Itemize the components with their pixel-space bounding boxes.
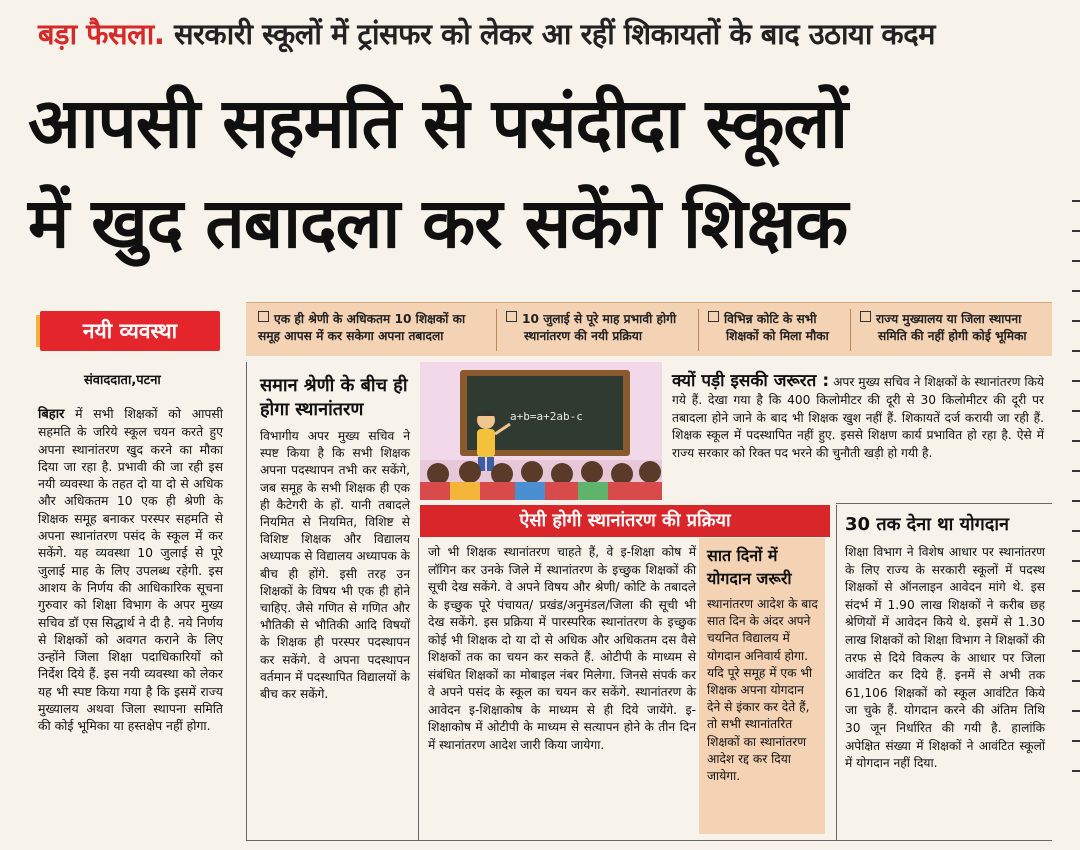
row-divider bbox=[836, 503, 1052, 504]
seven-days-box bbox=[699, 538, 825, 834]
need-section bbox=[672, 373, 1044, 463]
kicker-label: बड़ा फैसला. bbox=[38, 17, 165, 51]
process-text: जो भी शिक्षक स्थानांतरण चाहते हैं, वे इ-शिक्षा कोष में लॉगिन कर उनके जिले में स्थानांतरण के इच्छुक शिक्षकों की सूची देख सकेंगे. वे अपने विषय और श्रेणी/ कोटि के तबादले के इच्छुक पूरे पंचायत/ प्रखंड/अनुमंडल/जिला की सूची भी देख सकेंगे. इस प्रक्रिया में पारस्परिक स्थानांतरण के इच्छुक कोई भी शिक्षक दो या दो से अधिक और अधिकतम दस वैसे शिक्षकों तक का चयन कर सकते हैं. ओटीपी के माध्यम से संबंधित शिक्षकों का मोबाइल नंबर मिलेगा. जिनसे संपर्क कर वे अपने पसंद के स्कूल का चयन कर सकेंगे. स्थानांतरण के आवेदन इ-शिक्षाकोष के माध्यम से ही दिये जायेंगे. इ-शिक्षाकोष में ओटीपी के माध्यम से सत्यापन होने के तीन दिन में स्थानांतरण आदेश जारी किया जायेगा. bbox=[428, 545, 696, 752]
column-divider bbox=[246, 362, 247, 840]
classroom-graphic bbox=[420, 362, 662, 500]
classroom-illustration bbox=[420, 362, 662, 500]
need-title: क्यों पड़ी इसकी जरूरत : bbox=[672, 371, 830, 391]
byline: संवाददाता,पटना bbox=[84, 373, 161, 388]
same-category-text: विभागीय अपर मुख्य सचिव ने स्पष्ट किया है कि सभी शिक्षक अपना पदस्थापन तभी कर सकेंगे, जब समूह के सभी शिक्षक ही एक ही कैटेगरी के हों. यानी तबादले नियमित से नियमित, विशिष्ट से विशिष्ट शिक्षक और विद्यालय अध्यापक से विद्यालय अध्यापक के बीच ही होंगे. इसी तरह उन शिक्षकों के विषय भी एक ही होने चाहिए. जैसे गणित से गणित और भौतिकी से भौतिकी आदि विषयों के शिक्षक ही परस्पर पदस्थापन कर सकेंगे. वे अपना पदस्थापन वर्तमान में पदस्थापित विद्यालयों के बीच कर सकेंगे. bbox=[260, 429, 410, 702]
column-divider bbox=[418, 538, 419, 840]
highlight-text: समिति की नहीं होगी कोई भूमिका bbox=[878, 329, 1027, 343]
highlight-text: शिक्षकों को मिला मौका bbox=[726, 329, 829, 343]
highlights-strip bbox=[246, 302, 1052, 356]
checkbox-icon bbox=[506, 311, 517, 322]
highlight-item bbox=[258, 311, 498, 345]
kicker bbox=[38, 14, 935, 53]
need-text: अपर मुख्य सचिव ने शिक्षकों के स्थानांतरण किये गये हैं. देखा गया है कि 400 किलोमीटर की दूरी से 30 किलोमीटर की दूरी पर तबादला होने जाने के बाद भी शिक्षक खुश नहीं हैं. शिकायतें दर्ज करायी जा रही हैं. शिक्षक स्कूल में पदस्थापित नहीं हुए. इससे शिक्षण कार्य प्रभावित हो रहा है. ऐसे में राज्य सरकार को रिक्त पद भरने की चुनौती खड़ी हो गयी है. bbox=[672, 375, 1044, 461]
lead-article bbox=[38, 405, 223, 735]
same-category-title: समान श्रेणी के बीच ही होगा स्थानांतरण bbox=[260, 375, 408, 420]
lead-first-word: बिहार bbox=[38, 407, 65, 422]
kicker-text: सरकारी स्कूलों में ट्रांसफर को लेकर आ रहीं शिकायतों के बाद उठाया कदम bbox=[173, 17, 935, 51]
highlight-text: राज्य मुख्यालय या जिला स्थापना bbox=[876, 312, 1022, 326]
highlight-item bbox=[506, 311, 696, 345]
section-tag bbox=[40, 311, 220, 351]
headline-line-2: में खुद तबादला कर सकेंगे शिक्षक bbox=[28, 184, 848, 264]
highlight-text: समूह आपस में कर सकेगा अपना तबादला bbox=[258, 329, 444, 343]
seven-days-text: स्थानांतरण आदेश के बाद सात दिन के अंदर अपने चयनित विद्यालय में योगदान अनिवार्य होगा. यदि पूरे समूह में एक भी शिक्षक अपना योगदान देने से इंकार कर देते हैं, तो सभी स्थानांतरित शिक्षकों का स्थानांतरण आदेश रद्द कर दिया जायेगा. bbox=[707, 597, 818, 784]
lead-text: में सभी शिक्षकों को आपसी सहमति के जरिये स्कूल चयन करते हुए अपना स्थानांतरण खुद करने का मौका दिया जा रहा है. प्रभावी की जा रही इस नयी व्यवस्था के तहत दो या दो से अधिक और अधिकतम 10 एक ही श्रेणी के शिक्षक समूह बनाकर परस्पर सहमति से अपना स्थानांतरण पसंद के स्कूल में कर सकेंगे. यह व्यवस्था 10 जुलाई से पूरे जुलाई माह के लिए उपलब्ध रहेगी. इस आशय के निर्णय की आधिकारिक सूचना गुरुवार को शिक्षा विभाग के अपर मुख्य सचिव डॉ एस सिद्धार्थ ने दी है. नये निर्णय से शिक्षकों को अवगत कराने के लिए उन्होंने जिला शिक्षा पदाधिकारियों को निर्देश दिये हैं. इस नयी व्यवस्था को लेकर यह भी स्पष्ट किया गया है कि इसमें राज्य मुख्यालय अथवा जिला स्थापना समिति की कोई भूमिका या हस्तक्षेप नहीं होगा. bbox=[38, 406, 223, 734]
seven-days-title: सात दिनों में योगदान जरूरी bbox=[707, 546, 792, 588]
checkbox-icon bbox=[258, 311, 269, 322]
highlight-text: विभिन्न कोटि के सभी bbox=[724, 312, 817, 326]
join30-title: 30 तक देना था योगदान bbox=[845, 514, 1010, 535]
highlight-text: एक ही श्रेणी के अधिकतम 10 शिक्षकों का bbox=[274, 312, 466, 326]
join30-text: शिक्षा विभाग ने विशेष आधार पर स्थानांतरण के लिए राज्य के सरकारी स्कूलों में पदस्थ शिक्षकों से ऑनलाइन आवेदन मांगे थे. इस संदर्भ में 1.90 लाख शिक्षकों ने करीब छह श्रेणियों में आवेदन किये थे. इसमें से 1.30 लाख शिक्षकों को शिक्षा विभाग ने शिक्षकों की तरफ से दिये विकल्प के आधार पर जिला आवंटित कर दिये हैं. इनमें से अभी तक 61,106 शिक्षकों को स्कूल आवंटित किये जा चुके हैं. योगदान करने की अंतिम तिथि 30 जून निर्धारित की गयी है. हालांकि अपेक्षित संख्या में शिक्षकों ने आवंटित स्कूलों में योगदान नहीं दिया. bbox=[845, 545, 1045, 771]
headline-line-1: आपसी सहमति से पसंदीदा स्कूलों bbox=[28, 84, 848, 164]
highlight-text: 10 जुलाई से पूरे माह प्रभावी होगी bbox=[522, 312, 677, 326]
process-title: ऐसी होगी स्थानांतरण की प्रक्रिया bbox=[519, 510, 731, 531]
checkbox-icon bbox=[708, 311, 719, 322]
adjacent-column-edge bbox=[1066, 190, 1080, 850]
checkbox-icon bbox=[860, 311, 871, 322]
process-banner bbox=[420, 505, 830, 537]
bottom-rule bbox=[246, 840, 1052, 841]
section-tag-label: नयी व्यवस्था bbox=[82, 319, 178, 343]
blackboard-text: a+b=a+2ab-c bbox=[510, 410, 583, 423]
highlight-text: स्थानांतरण की नयी प्रक्रिया bbox=[524, 329, 643, 343]
highlight-item bbox=[860, 311, 1050, 345]
column-divider bbox=[836, 505, 837, 840]
highlight-item bbox=[708, 311, 858, 345]
